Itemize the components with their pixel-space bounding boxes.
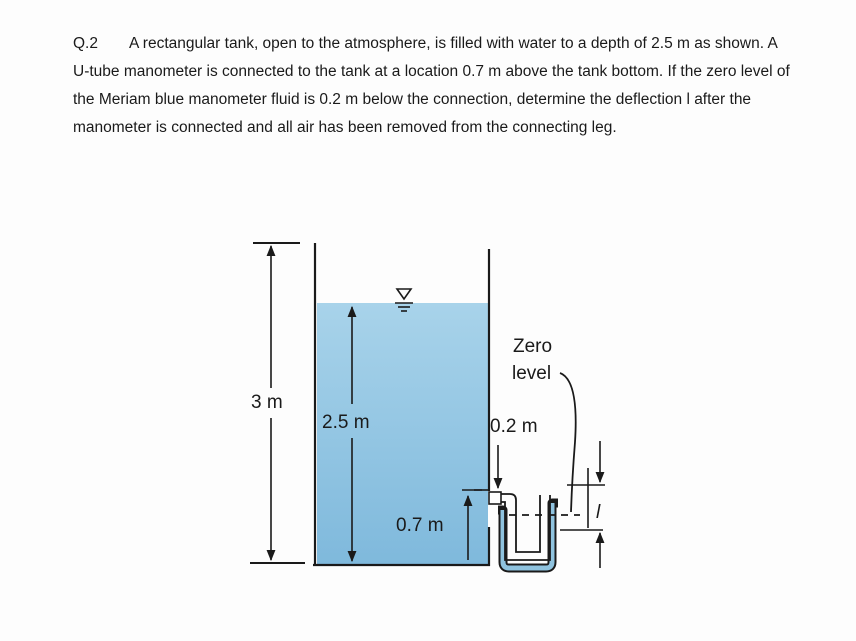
zero-level-label-line2: level — [512, 363, 552, 384]
water-depth-label: 2.5 m — [322, 412, 370, 433]
connection-height-label: 0.7 m — [396, 515, 444, 536]
zero-level-label-line1: Zero — [513, 336, 553, 357]
zero-level-leader — [560, 373, 576, 512]
zero-offset-label: 0.2 m — [490, 416, 538, 437]
question-text: A rectangular tank, open to the atmosphere, is filled with water to a depth of 2.5 m as shown. A U-tube manometer is connected to the tank at a location 0.7 m above the tank bottom. If the zero level of the Meriam blue manometer fluid is 0.2 m below the connection, determine the deflection l after the manometer is connected and all air has been removed from the connecting leg. — [73, 35, 790, 136]
question-number: Q.2 — [73, 35, 98, 52]
deflection-label: l — [596, 502, 601, 523]
tank-height-label: 3 m — [251, 392, 283, 413]
tank-height-dimension — [250, 243, 305, 563]
